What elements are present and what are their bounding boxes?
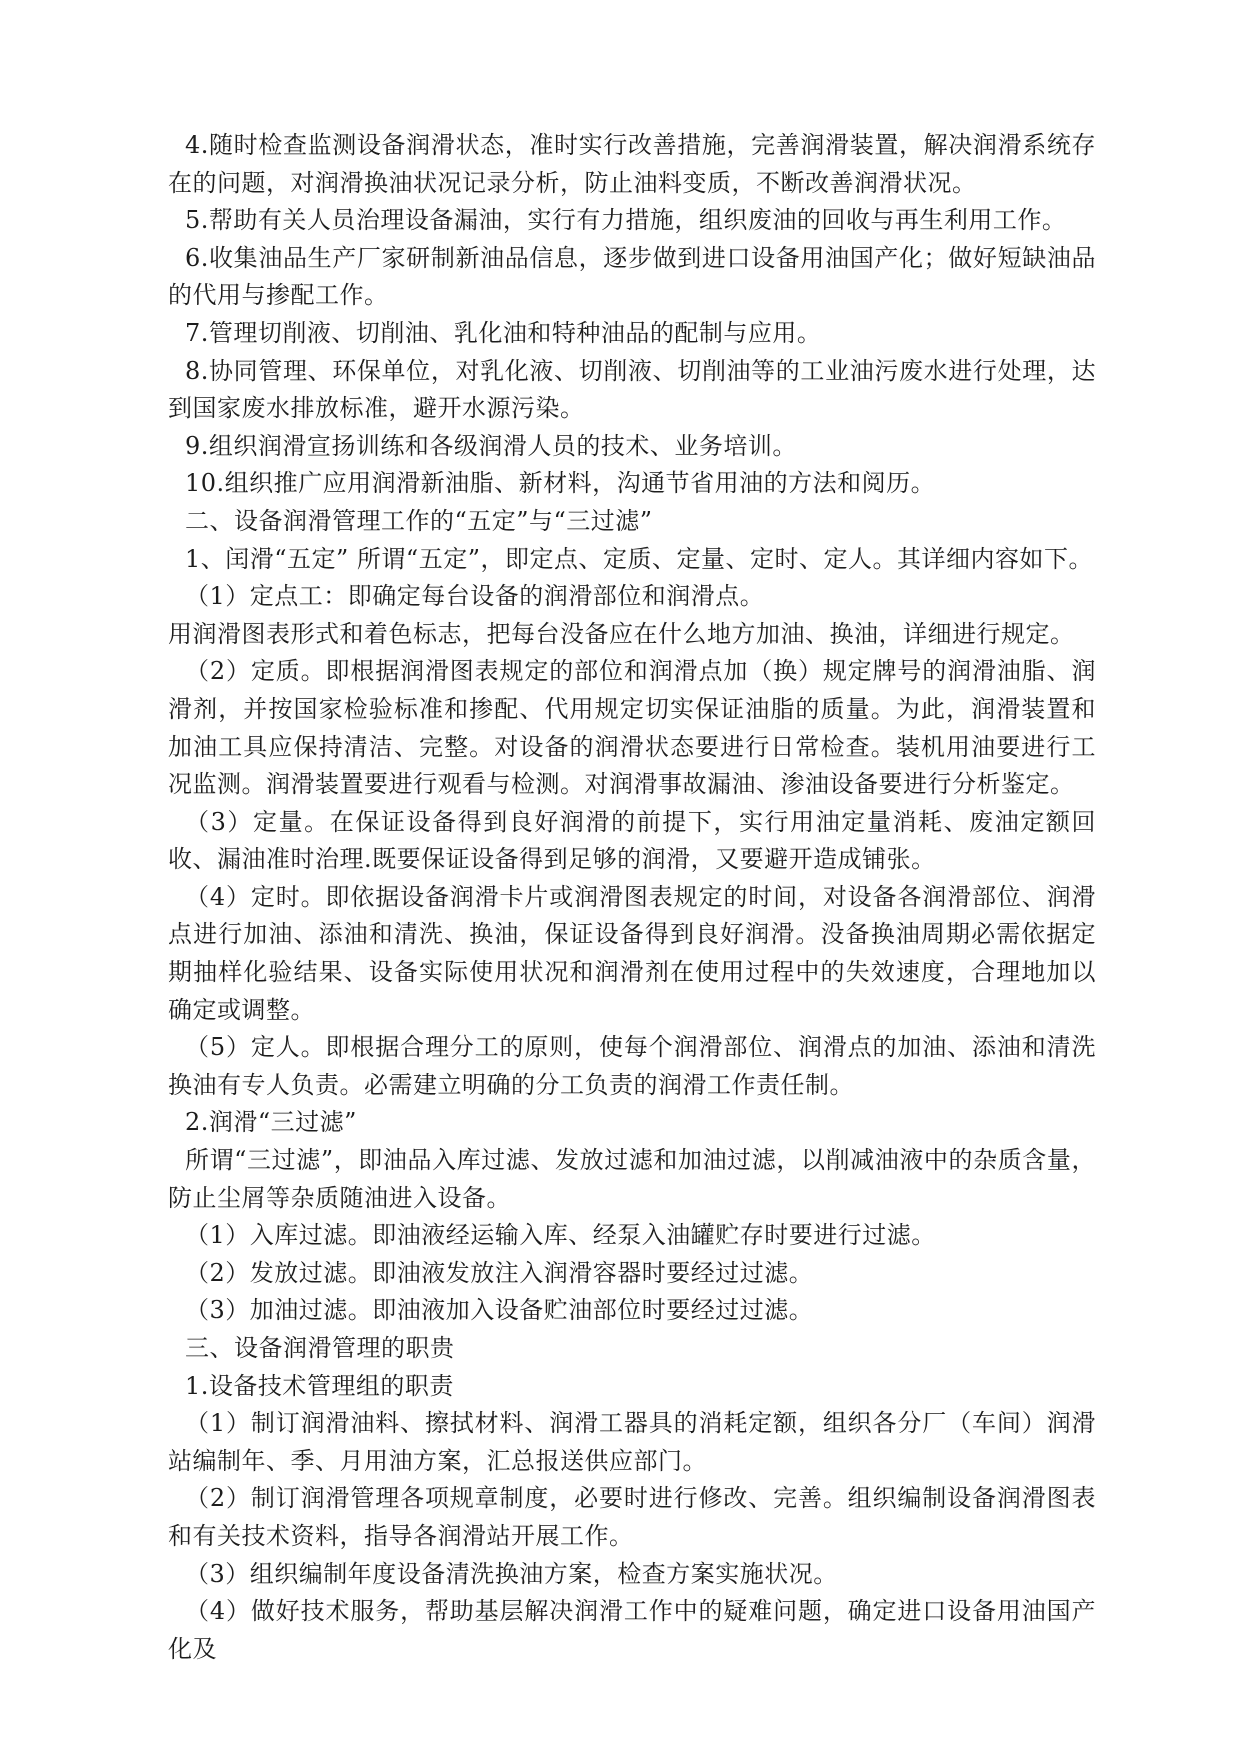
paragraph: 二、设备润滑管理工作的“五定”与“三过滤”: [185, 506, 653, 535]
paragraph: （3）组织编制年度设备清洗换油方案，检查方案实施状况。: [185, 1559, 838, 1588]
paragraph: （5）定人。即根据合理分工的原则，使每个润滑部位、润滑点的加油、添油和清洗换油有专人负责。必需建立明确的分工负责的润滑工作责任制。: [168, 1033, 1096, 1099]
paragraph: 7.管理切削液、切削油、乳化油和特种油品的配制与应用。: [185, 318, 822, 347]
paragraph: 10.组织推广应用润滑新油脂、新材料，沟通节省用油的方法和阅历。: [185, 469, 936, 498]
paragraph: （1）制订润滑油料、擦拭材料、润滑工器具的消耗定额，组织各分厂（车间）润滑站编制年、季、月用油方案，汇总报送供应部门。: [168, 1409, 1096, 1475]
paragraph: 6.收集油品生产厂家研制新油品信息，逐步做到进口设备用油国产化；做好短缺油品的代用与掺配工作。: [168, 243, 1096, 310]
paragraph: （1）定点工：即确定每台设备的润滑部位和润滑点。: [185, 582, 765, 611]
paragraph: （3）定量。在保证设备得到良好润滑的前提下，实行用油定量消耗、废油定额回收、漏油准时治理.既要保证设备得到足够的润滑，又要避开造成铺张。: [168, 807, 1096, 874]
paragraph: 5.帮助有关人员治理设备漏油，实行有力措施，组织废油的回收与再生利用工作。: [185, 206, 1067, 235]
paragraph: （2）发放过滤。即油液发放注入润滑容器时要经过过滤。: [185, 1258, 814, 1287]
paragraph: 1、闰滑“五定” 所谓“五定”，即定点、定质、定量、定时、定人。其详细内容如下。: [185, 544, 1093, 573]
document-body: [168, 127, 1096, 1668]
paragraph: 8.协同管理、环保单位，对乳化液、切削液、切削油等的工业油污废水进行处理，达到国家废水排放标准，避开水源污染。: [168, 356, 1096, 423]
paragraph: 1.设备技术管理组的职责: [185, 1371, 454, 1400]
paragraph: （1）入库过滤。即油液经运输入库、经泵入油罐贮存时要进行过滤。: [185, 1221, 936, 1250]
paragraph: 三、设备润滑管理的职贵: [185, 1334, 455, 1362]
paragraph: 所谓“三过滤”，即油品入库过滤、发放过滤和加油过滤，以削减油液中的杂质含量，防止尘屑等杂质随油进入设备。: [168, 1146, 1096, 1212]
paragraph: 2.润滑“三过滤”: [185, 1108, 357, 1137]
paragraph: （2）制订润滑管理各项规章制度，必要时进行修改、完善。组织编制设备润滑图表和有关技术资料，指导各润滑站开展工作。: [168, 1484, 1096, 1550]
paragraph: （2）定质。即根据润滑图表规定的部位和润滑点加（换）规定牌号的润滑油脂、润滑剂，并按国家检验标准和掺配、代用规定切实保证油脂的质量。为此，润滑装置和加油工具应保持清洁、完整。对设备的润滑状态要进行日常检查。装机用油要进行工况监测。润滑装置要进行观看与检测。对润滑事故漏油、渗油设备要进行分析鉴定。: [168, 657, 1096, 799]
paragraph: 9.组织润滑宣扬训练和各级润滑人员的技术、业务培训。: [185, 431, 797, 460]
paragraph: （4）做好技术服务，帮助基层解决润滑工作中的疑难问题，确定进口设备用油国产化及: [168, 1597, 1096, 1663]
paragraph: （4）定时。即依据设备润滑卡片或润滑图表规定的时间，对设备各润滑部位、润滑点进行加油、添油和清洗、换油，保证设备得到良好润滑。没备换油周期必需依据定期抽样化验结果、设备实际使用状况和润滑剂在使用过程中的失效速度，合理地加以确定或调整。: [168, 882, 1096, 1024]
paragraph: 用润滑图表形式和着色标志，把每台没备应在什么地方加油、换油，详细进行规定。: [168, 619, 1075, 648]
paragraph: （3）加油过滤。即油液加入设备贮油部位时要经过过滤。: [185, 1296, 814, 1325]
paragraph: 4.随时检查监测设备润滑状态，准时实行改善措施，完善润滑装置，解决润滑系统存在的问题，对润滑换油状况记录分析，防止油料变质，不断改善润滑状况。: [168, 131, 1096, 197]
